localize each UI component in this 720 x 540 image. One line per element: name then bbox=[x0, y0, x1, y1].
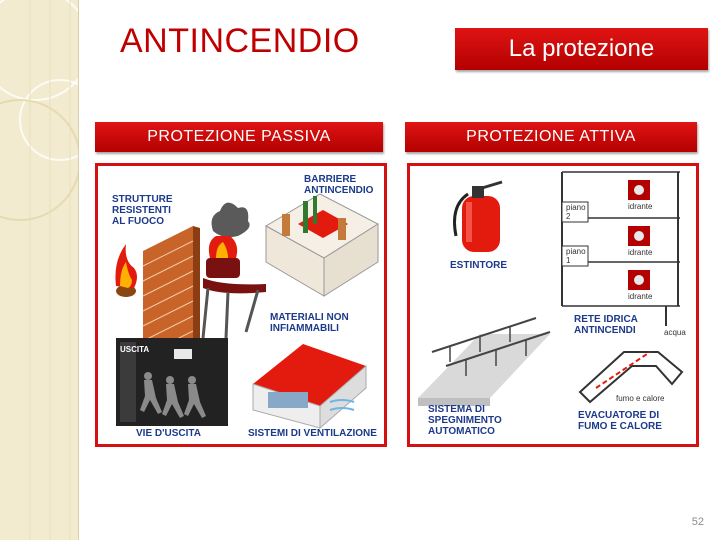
fire-water-network-label: RETE IDRICA ANTINCENDI bbox=[574, 314, 638, 336]
hydrant-label-1: idrante bbox=[628, 202, 653, 211]
escape-routes-label: VIE D'USCITA bbox=[136, 428, 201, 439]
passive-protection-header: PROTEZIONE PASSIVA bbox=[95, 122, 383, 152]
smoke-evacuator-label: EVACUATORE DI FUMO E CALORE bbox=[578, 410, 662, 432]
swirl-decoration bbox=[0, 0, 78, 540]
barriers-label: BARRIERE ANTINCENDIO bbox=[304, 174, 374, 196]
fire-icon bbox=[115, 244, 137, 297]
ventilation-building-icon bbox=[253, 344, 366, 428]
burning-chair-icon bbox=[203, 203, 266, 338]
hydrant-label-2: idrante bbox=[628, 248, 653, 257]
smoke-heat-label: fumo e calore bbox=[616, 394, 665, 403]
non-flammable-materials-label: MATERIALI NON INFIAMMABILI bbox=[270, 312, 349, 334]
floor-1-label: piano 1 bbox=[566, 247, 586, 265]
automatic-extinguishing-label: SISTEMA DI SPEGNIMENTO AUTOMATICO bbox=[428, 404, 502, 437]
extinguisher-label: ESTINTORE bbox=[450, 260, 508, 271]
ventilation-systems-label: SISTEMI DI VENTILAZIONE bbox=[248, 428, 377, 439]
fire-extinguisher-icon bbox=[455, 182, 503, 252]
hydrant-label-3: idrante bbox=[628, 292, 653, 301]
subtitle-banner: La protezione bbox=[455, 28, 708, 70]
page-title: ANTINCENDIO bbox=[120, 22, 360, 60]
decorative-sidebar bbox=[0, 0, 79, 540]
fire-resistant-structures-label: STRUTTURE RESISTENTI AL FUOCO bbox=[112, 194, 173, 227]
floor-2-label: piano 2 bbox=[566, 203, 586, 221]
sprinkler-system-icon bbox=[418, 318, 550, 406]
water-label: acqua bbox=[664, 328, 686, 337]
page-number: 52 bbox=[691, 516, 704, 528]
active-protection-header: PROTEZIONE ATTIVA bbox=[405, 122, 697, 152]
fire-barrier-room-icon bbox=[266, 194, 378, 296]
exit-sign-label: USCITA bbox=[120, 345, 150, 354]
passive-protection-illustration bbox=[95, 163, 387, 447]
active-protection-illustration bbox=[407, 163, 699, 447]
